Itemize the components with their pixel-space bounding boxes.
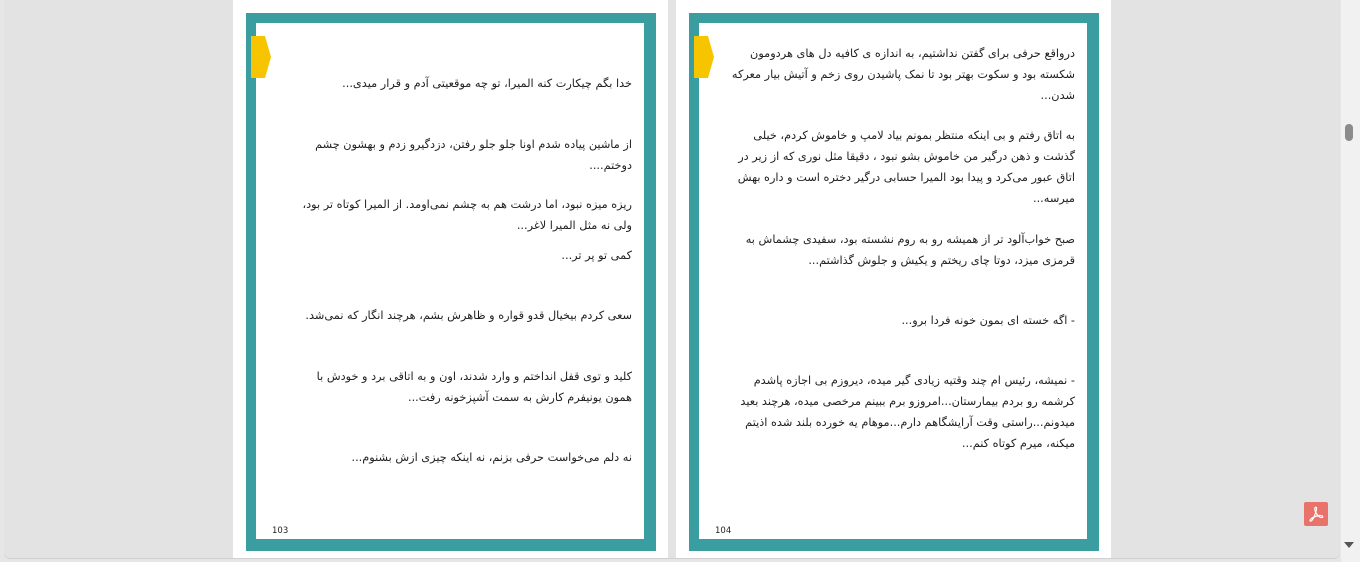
- paragraph: از ماشین پیاده شدم اونا جلو جلو رفتن، دزدگیرو زدم و بهشون چشم دوختم....: [315, 138, 632, 172]
- paragraph: صبح خواب‌آلود تر از همیشه رو به روم نشسته بود، سفیدی چشماش به قرمزی میزد، دوتا چای ریختم و یکیش و جلوش گذاشتم...: [745, 233, 1075, 267]
- vertical-scrollbar[interactable]: [1341, 0, 1360, 562]
- paragraph: ریزه میزه نبود، اما درشت هم به چشم نمی‌اومد. از المیرا کوتاه تر بود، ولی نه مثل المیرا لاغر...: [302, 198, 632, 232]
- paragraph: خدا بگم چیکارت کنه المیرا، تو چه موقعیتی آدم و قرار میدی...: [342, 77, 632, 90]
- pdf-download-button[interactable]: [1304, 502, 1328, 526]
- paragraph: به اتاق رفتم و بی اینکه منتظر بمونم بیاد لامپ و خاموش کردم، خیلی گذشت و ذهن درگیر من خاموش بشو نبود ، دقیقا مثل نوری که از زیر در اتاق عبور می‌کرد و پیدا بود المیرا حسابی درگیر دختره است و داره بهش میرسه...: [737, 129, 1075, 205]
- paragraph: - اگه خسته ای بمون خونه فردا برو...: [901, 314, 1075, 327]
- pdf-icon: [1307, 505, 1325, 523]
- paragraph: درواقع حرفی برای گفتن نداشتیم، به اندازه ی کافیه دل های هردومون شکسته بود و سکوت بهتر بود تا نمک پاشیدن روی زخم و آتیش بیار معرکه شدن...: [731, 47, 1075, 102]
- paragraph: سعی کردم بیخیال قدو قواره و ظاهرش بشم، هرچند انگار که نمی‌شد.: [305, 309, 632, 322]
- viewer-canvas: [4, 0, 1340, 558]
- page-number: 104: [715, 526, 732, 536]
- paragraph: - نمیشه، رئیس ام چند وقتیه زیادی گیر میده، دیروزم بی اجازه پاشدم کرشمه رو بردم بیمارستان...امروزو برم ببینم مرخصی میده، هرچند بعید میدونم...راستی وقت آرایشگاهم دارم...موهام یه خورده بلند شده اذیتم میکنه، میرم کوتاه کنم...: [740, 374, 1075, 450]
- paragraph: کلید و توی قفل انداختم و وارد شدند، اون و به اتاقی برد و خودش با همون یونیفرم کارش به سمت آشپزخونه رفت...: [316, 370, 632, 404]
- page-104: [689, 13, 1099, 551]
- paragraph: کمی تو پر تر...: [561, 249, 632, 262]
- scroll-thumb[interactable]: [1345, 124, 1353, 141]
- scroll-down-arrow-icon[interactable]: [1344, 542, 1354, 548]
- page-number: 103: [272, 526, 289, 536]
- paragraph: نه دلم می‌خواست حرفی بزنم، نه اینکه چیزی ازش بشنوم...: [351, 451, 632, 464]
- page-103: [246, 13, 656, 551]
